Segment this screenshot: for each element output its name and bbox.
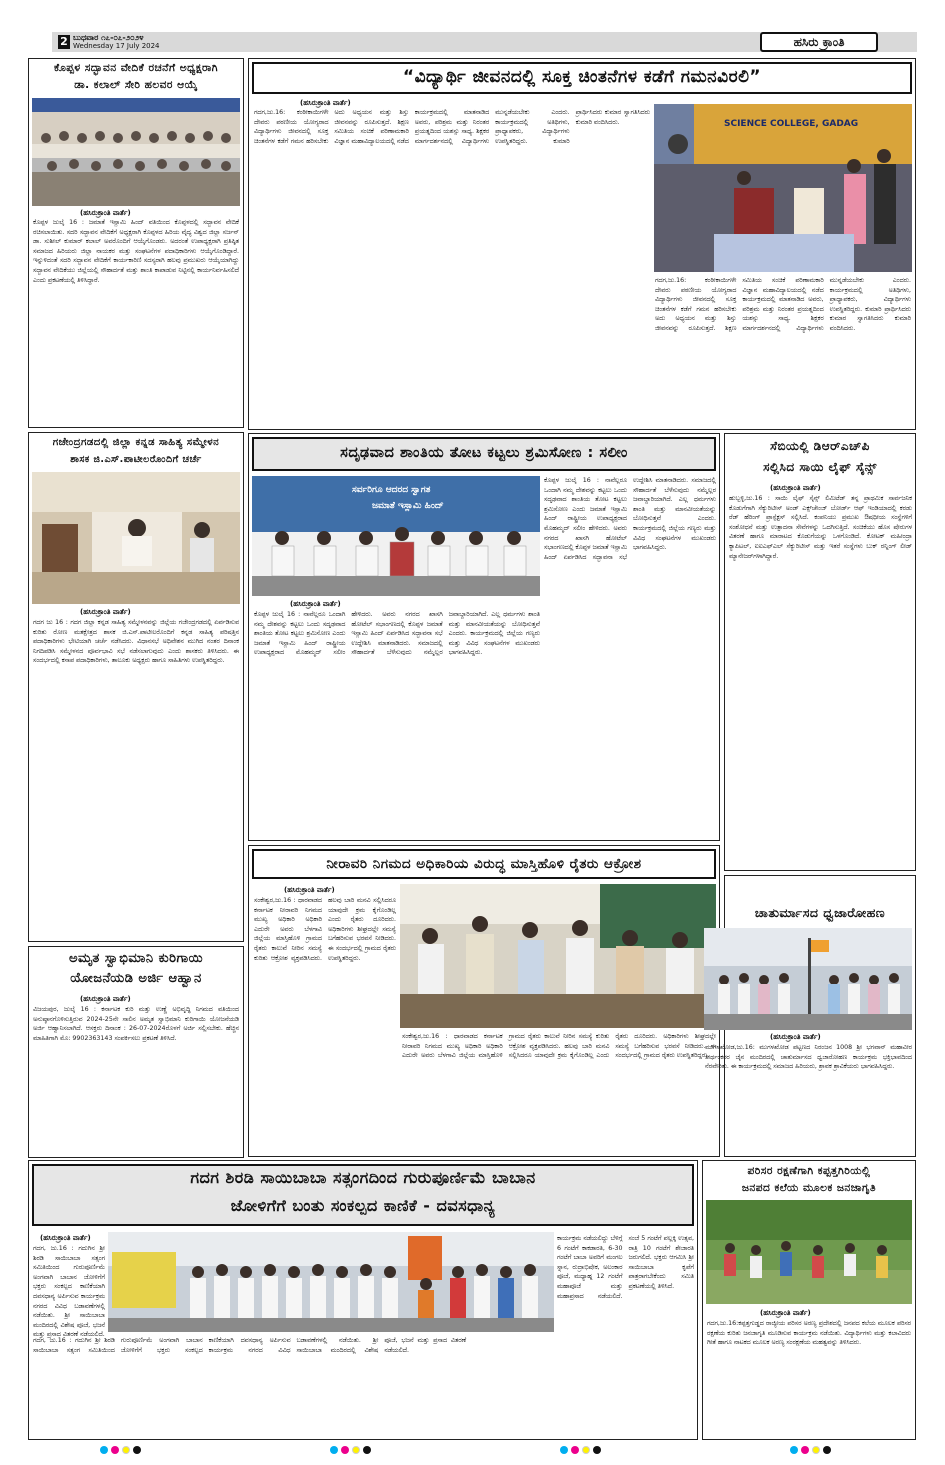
dlr-headline-2: ಸಲ್ಲಿಸಿದ ಸಾಯಿ ಲೈಫ್ ಸೈನ್ಸ್ [763, 460, 877, 474]
santhi-stage-photo [252, 476, 540, 596]
reg-black [133, 1446, 141, 1454]
koppal-credit: (ಹಸಿರುಕ್ರಾಂತಿ ವಾರ್ತೆ) [80, 209, 131, 217]
gajendragad-headline-1: ಗಜೇಂದ್ರಗಡದಲ್ಲಿ ಜಿಲ್ಲಾ ಕನ್ನಡ ಸಾಹಿತ್ಯ ಸಮ್ಮೇಳನ [52, 437, 220, 448]
santhi-body-continued: ಕೊಪ್ಪಳ ಜುಲೈ 16 : ನಾವೆಲ್ಲರೂ ಒಂದಾಗಿ ನಮ್ಮ ದೇಶವನ್ನು ಕಟ್ಟಲು ಒಂದು ಸದೃಢವಾದ ಶಾಂತಿಯ ತೋಟ ಕಟ್ಟಲು ಶ್ರಮಿಸೋಣ ಎಂದು ಜಮಾತೆ ಇಸ್ಲಾಮಿ ಹಿಂದ್ ರಾಷ್ಟ್ರೀಯ ಉಪಾಧ್ಯಕ್ಷರಾದ ಮೊಹಮ್ಮದ್ ಸಲೀಂ ಹೇಳಿದರು. ಅವರು ನಗರದ ಖಾಸಗಿ ಹೋಟೆಲ್ ಸಭಾಂಗಣದಲ್ಲಿ ಕೊಪ್ಪಳ ಜಮಾತೆ ಇಸ್ಲಾಮಿ ಹಿಂದ್ ಏರ್ಪಡಿಸಿದ ಸದ್ಭಾವನಾ ಸಭೆ ಉದ್ದೇಶಿಸಿ ಮಾತನಾಡಿದರು. ಸಮಾಜದಲ್ಲಿ ಸೌಹಾರ್ದತೆ ಬೆಳೆಸುವುದು ನಮ್ಮೆಲ್ಲರ ಜವಾಬ್ದಾರಿಯಾಗಿದೆ. ಎಲ್ಲ ಧರ್ಮಗಳು ಶಾಂತಿ ಮತ್ತು ಮಾನವೀಯತೆಯನ್ನು ಬೋಧಿಸುತ್ತವೆ ಎಂದರು. ಕಾರ್ಯಕ್ರಮದಲ್ಲಿ ಜಿಲ್ಲೆಯ ಗಣ್ಯರು ಮತ್ತು ವಿವಿಧ ಸಂಘಟನೆಗಳ ಮುಖಂಡರು ಭಾಗವಹಿಸಿದ್ದರು. [544, 477, 716, 561]
newspaper-name: ಹಸಿರು ಕ್ರಾಂತಿ [760, 32, 878, 52]
reg-cyan [100, 1446, 108, 1454]
registration-marks [330, 1446, 371, 1454]
page-number: 2 [58, 35, 70, 49]
shirdi-headline-2: ಜೋಳಿಗೆಗೆ ಬಂತು ಸಂಕಲ್ಪದ ಕಾಣಿಕೆ - ದವಸಧಾನ್ಯ [230, 1196, 496, 1215]
santhi-banner-text-1: ಸರ್ವರಿಗೂ ಆದರದ ಸ್ವಾಗತ [352, 485, 431, 495]
registration-marks [790, 1446, 831, 1454]
koppal-headline-1: ಕೊಪ್ಪಳ ಸದ್ಭಾವನ ವೇದಿಕೆ ರಚನೆಗೆ ಅಧ್ಯಕ್ಷರಾಗಿ [53, 62, 219, 74]
neeravari-body-continued: ಸಂಕೇಶ್ವರ,ಜು.16 : ಧಾರವಾಡದ ಕರ್ನಾಟಕ ನೀರಾವರಿ ನಿಗಮದ ಮುಖ್ಯ ಅಧಿಕಾರಿ ಅಧಿಕಾರಿ ಎದುರೇ ಅವರು ಬೆಳಗಾವಿ ಜಿಲ್ಲೆಯ ಮಾಸ್ತಿಹೊಳಿ ಗ್ರಾಮದ ರೈತರು ಕಾಲುವೆ ನೀರಿನ ಸಮಸ್ಯೆ ಕುರಿತು ಆಕ್ರೋಶ ವ್ಯಕ್ತಪಡಿಸಿದರು. ಹಲವು ಬಾರಿ ಮನವಿ ಸಲ್ಲಿಸಿದರೂ ಯಾವುದೇ ಕ್ರಮ ಕೈಗೊಂಡಿಲ್ಲ ಎಂದು ರೈತರು ದೂರಿದರು. ಅಧಿಕಾರಿಗಳು ಶೀಘ್ರದಲ್ಲೇ ಸಮಸ್ಯೆ ಬಗೆಹರಿಸುವ ಭರವಸೆ ನೀಡಿದರು. ಈ ಸಂದರ್ಭದಲ್ಲಿ ಗ್ರಾಮದ ರೈತರು ಉಪಸ್ಥಿತರಿದ್ದರು. [402, 1033, 716, 1060]
registration-marks [560, 1446, 601, 1454]
dlr-body: ಹುಬ್ಬಳ್ಳಿ,ಜು.16 : ಸಾಯಿ ಲೈಫ್ ಸೈನ್ಸ್ ಲಿಮಿಟೆಡ್ ತನ್ನ ಪ್ರಾಥಮಿಕ ಸಾರ್ವಜನಿಕ ಕೊಡುಗೆಗಾಗಿ ಸೆಕ್ಯುರಿಟೀಸ್ ಅಂಡ್ ಎಕ್ಸ್‌ಚೇಂಜ್ ಬೋರ್ಡ್ ಆಫ್ ಇಂಡಿಯಾದಲ್ಲಿ ಕರಡು ರೆಡ್ ಹೆರಿಂಗ್ ಪ್ರಾಸ್ಪೆಕ್ಟಸ್ ಸಲ್ಲಿಸಿದೆ. ಕಂಪನಿಯು ಪ್ರಮುಖ ಔಷಧೀಯ ಸಂಸ್ಥೆಗಳಿಗೆ ಸಂಶೋಧನೆ ಮತ್ತು ಉತ್ಪಾದನಾ ಸೇವೆಗಳನ್ನು ಒದಗಿಸುತ್ತಿದೆ. ಸಂಚಿಕೆಯು ಹೊಸ ಷೇರುಗಳ ವಿತರಣೆ ಹಾಗೂ ಮಾರಾಟದ ಕೊಡುಗೆಯನ್ನು ಒಳಗೊಂಡಿದೆ. ಕೋಟಕ್ ಮಹೀಂದ್ರಾ ಕ್ಯಾಪಿಟಲ್, ಐಐಎಫ್ಎಲ್ ಸೆಕ್ಯುರಿಟೀಸ್ ಮತ್ತು ಇತರೆ ಸಂಸ್ಥೆಗಳು ಬುಕ್ ರನ್ನಿಂಗ್ ಲೀಡ್ ಮ್ಯಾನೇಜರ್‌ಗಳಾಗಿದ್ದಾರೆ. [729, 495, 912, 560]
parisara-body: ಗದಗ,ಜು.16:ಕಪ್ಪತ್ತಗುಡ್ಡದ ರಾಜ್ಯೀಯ ಪರಿಸರ ಅರಣ್ಯ ಪ್ರದೇಶದಲ್ಲಿ ಜನಪದ ಕಲೆಯ ಮೂಲಕ ಪರಿಸರ ರಕ್ಷಣೆಯ ಕುರಿತು ಜನಜಾಗೃತಿ ಮೂಡಿಸುವ ಕಾರ್ಯಕ್ರಮ ನಡೆಯಿತು. ವಿದ್ಯಾರ್ಥಿಗಳು ಮತ್ತು ಕಲಾವಿದರು ಗೀತೆ ಹಾಗೂ ನಾಟಕದ ಮೂಲಕ ಅರಣ್ಯ ಸಂರಕ್ಷಣೆಯ ಮಹತ್ವವನ್ನು ತಿಳಿಸಿದರು. [707, 1320, 911, 1347]
reg-cyan [330, 1446, 338, 1454]
reg-black [363, 1446, 371, 1454]
reg-cyan [790, 1446, 798, 1454]
reg-yellow [812, 1446, 820, 1454]
koppal-body: ಕೊಪ್ಪಳ ಜುಲೈ 16 : ಜಮಾತೆ ಇಸ್ಲಾಮಿ ಹಿಂದ್ ವತಿಯಿಂದ ಕೊಪ್ಪಳದಲ್ಲಿ ಸದ್ಭಾವನ ವೇದಿಕೆ ರಚಿಸಲಾಯಿತು. ಸದರಿ ಸದ್ಭಾವನ ವೇದಿಕೆಗೆ ಅಧ್ಯಕ್ಷರಾಗಿ ಕೊಪ್ಪಳದ ಹಿರಿಯ ವೈದ್ಯ ವಿಶ್ವದ ಜಿಲ್ಲಾ ಸರ್ಜನ್ ಡಾ. ಸುಶೀಲ್ ಕುಮಾರ್ ಕಲಾಲ್ ಅವರೊಂದಿಗೆ ಆಯ್ಕೆಗೊಂಡರು. ಅದರಂತೆ ಉಪಾಧ್ಯಕ್ಷರಾಗಿ ಪ್ರತಿಷ್ಠಿತ ಸಮಾಜದ ಹಿರಿಯರು ಜಿಲ್ಲಾ ನಾಯಕರ ಮತ್ತು ಸಂಘಟನೆಗಳ ಪದಾಧಿಕಾರಿಗಳು ಆಯ್ಕೆಗೊಂಡಿದ್ದಾರೆ. ಇನ್ನುಳಿದಂತೆ ಸದರಿ ಸದ್ಭಾವನ ವೇದಿಕೆಗೆ ಕಾರ್ಯಕಾರಿಣಿ ಸದಸ್ಯರಾಗಿ ಹಲವು ಪ್ರಮುಖರು ಆಯ್ಕೆಯಾಗಿದ್ದು ಸದ್ಭಾವನ ವೇದಿಕೆಯು ಜಿಲ್ಲೆಯಲ್ಲಿ ಸೌಹಾರ್ದತೆ ಮತ್ತು ಶಾಂತಿ ಕಾಪಾಡುವ ನಿಟ್ಟಿನಲ್ಲಿ ಕಾರ್ಯನಿರ್ವಹಿಸಲಿದೆ ಎಂದು ಪ್ರಕಟಣೆಯಲ್ಲಿ ತಿಳಿಸಿದ್ದಾರೆ. [33, 219, 239, 284]
parisara-credit: (ಹಸಿರುಕ್ರಾಂತಿ ವಾರ್ತೆ) [760, 1309, 811, 1317]
santhi-headline: ಸದೃಢವಾದ ಶಾಂತಿಯ ತೋಟ ಕಟ್ಟಲು ಶ್ರಮಿಸೋಣ : ಸಲೀಂ [340, 445, 628, 461]
chaturmas-headline: ಚಾತುರ್ಮಾಸದ ಧ್ವಜಾರೋಹಣ [754, 905, 886, 920]
reg-black [593, 1446, 601, 1454]
vidyarthi-headline: “ವಿದ್ಯಾರ್ಥಿ ಜೀವನದಲ್ಲಿ ಸೂಕ್ತ ಚಿಂತನೆಗಳ ಕಡೆಗೆ ಗಮನವಿರಲಿ” [402, 67, 762, 87]
vidyarthi-body-continued: ಗದಗ,ಜು.16: ಕಂಠೀಕಾಯಿಗಳೇ ದೇವರು ಪಠಣೀಯ ಯೋಗ್ಯರಾದ ವಿದ್ಯಾರ್ಥಿಗಳು ಜೀವನದಲ್ಲಿ ಸೂಕ್ತ ಚಿಂತನೆಗಳ ಕಡೆಗೆ ಗಮನ ಹರಿಸಬೇಕು ಅದು ಅಧ್ಯಯನ ಮತ್ತು ಶಿಸ್ತು ಜೀವನವನ್ನು ರೂಪಿಸುತ್ತದೆ. ಶಿಕ್ಷಣ ಸಮಿತಿಯ ಸಂಚಿಕೆ ಪರಿಣಾಮಕಾರಿ ವಿಜ್ಞಾನ ಮಹಾವಿದ್ಯಾಲಯದಲ್ಲಿ ನಡೆದ ಕಾರ್ಯಕ್ರಮದಲ್ಲಿ ಮಾತನಾಡಿದ ಅವರು, ಪರಿಶ್ರಮ ಮತ್ತು ನಿರಂತರ ಪ್ರಯತ್ನದಿಂದ ಯಶಸ್ಸು ಸಾಧ್ಯ. ಶಿಕ್ಷಕರ ಮಾರ್ಗದರ್ಶನದಲ್ಲಿ ವಿದ್ಯಾರ್ಥಿಗಳು ಮುನ್ನಡೆಯಬೇಕು ಎಂದರು. ಕಾರ್ಯಕ್ರಮದಲ್ಲಿ ಅತಿಥಿಗಳು, ಪ್ರಾಧ್ಯಾಪಕರು, ವಿದ್ಯಾರ್ಥಿಗಳು ಉಪಸ್ಥಿತರಿದ್ದರು. ಕುಮಾರಿ ಪ್ರಾರ್ಥಿಸಿದರು ಕುಮಾರ ಸ್ವಾಗತಿಸಿದರು ಕುಮಾರಿ ವಂದಿಸಿದರು. [655, 277, 911, 332]
chaturmas-credit: (ಹಸಿರುಕ್ರಾಂತಿ ವಾರ್ತೆ) [770, 1033, 821, 1041]
vidyarthi-stage-photo [654, 104, 912, 272]
reg-magenta [571, 1446, 579, 1454]
vidyarthi-credit: (ಹಸಿರುಕ್ರಾಂತಿ ವಾರ್ತೆ) [300, 99, 351, 107]
date-english: Wednesday 17 July 2024 [73, 42, 160, 50]
neeravari-farmers-photo [400, 884, 716, 1028]
dlr-credit: (ಹಸಿರುಕ್ರಾಂತಿ ವಾರ್ತೆ) [770, 484, 821, 492]
chaturmas-flag-photo [704, 928, 912, 1030]
santhi-credit: (ಹಸಿರುಕ್ರಾಂತಿ ವಾರ್ತೆ) [290, 600, 341, 608]
parisara-headline-2: ಜನಪದ ಕಲೆಯ ಮೂಲಕ ಜನಜಾಗೃತಿ [741, 1182, 877, 1194]
dlr-headline-1: ಸೆಬಿಯಲ್ಲಿ ಡಿಆರ್‌ಎಚ್‌ಪಿ [770, 439, 870, 453]
neeravari-headline: ನೀರಾವರಿ ನಿಗಮದ ಅಧಿಕಾರಿಯ ವಿರುದ್ಧ ಮಾಸ್ತಿಹೊಳಿ ರೈತರು ಆಕ್ರೋಶ [326, 856, 642, 872]
neeravari-credit: (ಹಸಿರುಕ್ರಾಂತಿ ವಾರ್ತೆ) [284, 886, 335, 894]
amrutha-headline-1: ಅಮೃತ ಸ್ವಾಭಿಮಾನಿ ಕುರಿಗಾಯಿ [68, 951, 204, 966]
shirdi-headline-1: ಗದಗ ಶಿರಡಿ ಸಾಯಿಬಾಬಾ ಸತ್ಸಂಗದಿಂದ ಗುರುಪೂರ್ಣಿಮೆ ಬಾಬಾನ [190, 1168, 536, 1187]
registration-marks [100, 1446, 141, 1454]
parisara-headline-1: ಪರಿಸರ ರಕ್ಷಣೆಗಾಗಿ ಕಪ್ಪತ್ತಗಿರಿಯಲ್ಲಿ [747, 1165, 871, 1177]
reg-black [823, 1446, 831, 1454]
date-kannada: ಬುಧವಾರ ೧೭-೦೭-೨೦೨೪ [73, 33, 144, 42]
reg-yellow [122, 1446, 130, 1454]
vidyarthi-body: ಗದಗ,ಜು.16: ಕಂಠೀಕಾಯಿಗಳೇ ದೇವರು ಪಠಣೀಯ ಯೋಗ್ಯರಾದ ವಿದ್ಯಾರ್ಥಿಗಳು ಜೀವನದಲ್ಲಿ ಸೂಕ್ತ ಚಿಂತನೆಗಳ ಕಡೆಗೆ ಗಮನ ಹರಿಸಬೇಕು ಅದು ಅಧ್ಯಯನ ಮತ್ತು ಶಿಸ್ತು ಜೀವನವನ್ನು ರೂಪಿಸುತ್ತದೆ. ಶಿಕ್ಷಣ ಸಮಿತಿಯ ಸಂಚಿಕೆ ಪರಿಣಾಮಕಾರಿ ವಿಜ್ಞಾನ ಮಹಾವಿದ್ಯಾಲಯದಲ್ಲಿ ನಡೆದ ಕಾರ್ಯಕ್ರಮದಲ್ಲಿ ಮಾತನಾಡಿದ ಅವರು, ಪರಿಶ್ರಮ ಮತ್ತು ನಿರಂತರ ಪ್ರಯತ್ನದಿಂದ ಯಶಸ್ಸು ಸಾಧ್ಯ. ಶಿಕ್ಷಕರ ಮಾರ್ಗದರ್ಶನದಲ್ಲಿ ವಿದ್ಯಾರ್ಥಿಗಳು ಮುನ್ನಡೆಯಬೇಕು ಎಂದರು. ಕಾರ್ಯಕ್ರಮದಲ್ಲಿ ಅತಿಥಿಗಳು, ಪ್ರಾಧ್ಯಾಪಕರು, ವಿದ್ಯಾರ್ಥಿಗಳು ಉಪಸ್ಥಿತರಿದ್ದರು. ಕುಮಾರಿ ಪ್ರಾರ್ಥಿಸಿದರು ಕುಮಾರ ಸ್ವಾಗತಿಸಿದರು ಕುಮಾರಿ ವಂದಿಸಿದರು. [254, 109, 650, 145]
amrutha-credit: (ಹಸಿರುಕ್ರಾಂತಿ ವಾರ್ತೆ) [80, 995, 131, 1003]
reg-magenta [341, 1446, 349, 1454]
chaturmas-body: ಮುಗಳಖೋಡ,ಜು.16: ಮುಗಳಖೋಡ ಪಟ್ಟಣದ ನಿರಂಜನ 1008 ಶ್ರೀ ಭಗವಾನ್ ಮಹಾವೀರ ತೀರ್ಥಂಕರರ ಜೈನ ಮಂದಿರದಲ್ಲಿ ಚಾತುರ್ಮಾಸದ ಧ್ವಜಾರೋಹಣ ಕಾರ್ಯಕ್ರಮ ಭಕ್ತಿಭಾವದಿಂದ ನೆರವೇರಿತು. ಈ ಕಾರ್ಯಕ್ರಮದಲ್ಲಿ ಸಮಾಜದ ಹಿರಿಯರು, ಶ್ರಾವಕ ಶ್ರಾವಿಕೆಯರು ಭಾಗವಹಿಸಿದ್ದರು. [705, 1044, 912, 1071]
reg-cyan [560, 1446, 568, 1454]
reg-yellow [352, 1446, 360, 1454]
gajendragad-meeting-photo [32, 472, 240, 604]
vidyarthi-banner-text: SCIENCE COLLEGE, GADAG [724, 119, 859, 129]
shirdi-group-photo [108, 1232, 554, 1332]
reg-magenta [111, 1446, 119, 1454]
parisara-forest-photo [706, 1200, 912, 1304]
santhi-banner-text-2: ಜಮಾತೆ ಇಸ್ಲಾಮಿ ಹಿಂದ್ [372, 501, 444, 511]
gajendragad-credit: (ಹಸಿರುಕ್ರಾಂತಿ ವಾರ್ತೆ) [80, 608, 131, 616]
neeravari-body: ಸಂಕೇಶ್ವರ,ಜು.16 : ಧಾರವಾಡದ ಕರ್ನಾಟಕ ನೀರಾವರಿ ನಿಗಮದ ಮುಖ್ಯ ಅಧಿಕಾರಿ ಅಧಿಕಾರಿ ಎದುರೇ ಅವರು ಬೆಳಗಾವಿ ಜಿಲ್ಲೆಯ ಮಾಸ್ತಿಹೊಳಿ ಗ್ರಾಮದ ರೈತರು ಕಾಲುವೆ ನೀರಿನ ಸಮಸ್ಯೆ ಕುರಿತು ಆಕ್ರೋಶ ವ್ಯಕ್ತಪಡಿಸಿದರು. ಹಲವು ಬಾರಿ ಮನವಿ ಸಲ್ಲಿಸಿದರೂ ಯಾವುದೇ ಕ್ರಮ ಕೈಗೊಂಡಿಲ್ಲ ಎಂದು ರೈತರು ದೂರಿದರು. ಅಧಿಕಾರಿಗಳು ಶೀಘ್ರದಲ್ಲೇ ಸಮಸ್ಯೆ ಬಗೆಹರಿಸುವ ಭರವಸೆ ನೀಡಿದರು. ಈ ಸಂದರ್ಭದಲ್ಲಿ ಗ್ರಾಮದ ರೈತರು ಉಪಸ್ಥಿತರಿದ್ದರು. [254, 897, 396, 962]
shirdi-body-right: ಕಾರ್ಯಕ್ರಮ ನಡೆಯಲಿದ್ದು ಬೆಳಿಗ್ಗೆ 6 ಗಂಟೆಗೆ ಕಾಕಡಾರತಿ, 6-30 ಗಂಟೆಗೆ ಬಾಬಾ ಅವರಿಗೆ ಮಂಗಲ ಸ್ನಾನ, ರುದ್ರಾಭಿಷೇಕ, ಅಲಂಕಾರ ಪೂಜೆ, ಮಧ್ಯಾಹ್ನ 12 ಗಂಟೆಗೆ ಮಹಾಪೂಜೆ ಮತ್ತು ಮಹಾಪ್ರಸಾದ ನಡೆಯಲಿದೆ. ಸಂಜೆ 5 ಗಂಟೆಗೆ ಪಲ್ಲಕ್ಕಿ ಉತ್ಸವ, ರಾತ್ರಿ 10 ಗಂಟೆಗೆ ಶೇಜಾರತಿ ಜರುಗಲಿದೆ. ಭಕ್ತರು ಆಗಮಿಸಿ ಶ್ರೀ ಸಾಯಿಬಾಬಾ ಕೃಪೆಗೆ ಪಾತ್ರರಾಗಬೇಕೆಂದು ಸಮಿತಿ ಪ್ರಕಟಣೆಯಲ್ಲಿ ತಿಳಿಸಿದೆ. [557, 1235, 694, 1300]
amrutha-headline-2: ಯೋಜನೆಯಡಿ ಅರ್ಜಿ ಆಹ್ವಾನ [70, 971, 202, 986]
shirdi-credit: (ಹಸಿರುಕ್ರಾಂತಿ ವಾರ್ತೆ) [40, 1234, 91, 1242]
gajendragad-body: ಗದಗ ಜು 16 : ಗದಗ ಜಿಲ್ಲಾ ಕನ್ನಡ ಸಾಹಿತ್ಯ ಸಮ್ಮೇಳನವನ್ನು ಜಿಲ್ಲೆಯ ಗಜೇಂದ್ರಗಡದಲ್ಲಿ ಏರ್ಪಡಿಸುವ ಕುರಿತು ರೋಣ ಮತಕ್ಷೇತ್ರದ ಶಾಸಕ ಜಿ.ಎಸ್.ಪಾಟೀಲರೊಂದಿಗೆ ಕನ್ನಡ ಸಾಹಿತ್ಯ ಪರಿಷತ್ತಿನ ಪದಾಧಿಕಾರಿಗಳು ಭೇಟಿಯಾಗಿ ಚರ್ಚೆ ನಡೆಸಿದರು. ವಿಧಾನಸಭೆ ಅಧಿವೇಶನ ಮುಗಿದ ನಂತರ ದಿನಾಂಕ ನಿಗದಿಪಡಿಸಿ ಸಮ್ಮೇಳನದ ಪೂರ್ವಭಾವಿ ಸಭೆ ನಡೆಸಲಾಗುವುದು ಎಂದು ಶಾಸಕರು ತಿಳಿಸಿದರು. ಈ ಸಂದರ್ಭದಲ್ಲಿ ಕಸಾಪ ಪದಾಧಿಕಾರಿಗಳು, ತಾಲೂಕು ಅಧ್ಯಕ್ಷರು ಹಾಗೂ ಸಾಹಿತಿಗಳು ಉಪಸ್ಥಿತರಿದ್ದರು. [33, 619, 239, 665]
gajendragad-headline-2: ಶಾಸಕ ಜಿ.ಎಸ್.ಪಾಟೀಲರೊಂದಿಗೆ ಚರ್ಚೆ [70, 454, 202, 465]
amrutha-body: ವಿಜಯಪುರ, ಜುಲೈ 16 : ಕರ್ನಾಟಕ ಕುರಿ ಮತ್ತು ಉಣ್ಣೆ ಅಭಿವೃದ್ಧಿ ನಿಗಮದ ವತಿಯಿಂದ ಅನುಷ್ಠಾನಗೊಳಿಸುತ್ತಿರುವ 2024-25ನೇ ಸಾಲಿನ ಅಮೃತ ಸ್ವಾಭಿಮಾನಿ ಕುರಿಗಾಯಿ ಯೋಜನೆಯಡಿ ಅರ್ಜಿ ಆಹ್ವಾನಿಸಲಾಗಿದೆ. ಆಸಕ್ತರು ದಿನಾಂಕ : 26-07-2024ರೊಳಗೆ ಅರ್ಜಿ ಸಲ್ಲಿಸಬೇಕು. ಹೆಚ್ಚಿನ ಮಾಹಿತಿಗಾಗಿ ಮೊ: 9902363143 ಸಂಪರ್ಕಿಸಲು ಪ್ರಕಟಣೆ ತಿಳಿಸಿದೆ. [33, 1006, 239, 1042]
reg-yellow [582, 1446, 590, 1454]
shirdi-body-continued: ಗದಗ, ಜು.16 : ಗದುಗಿನ ಶ್ರೀ ಶಿರಡಿ ಸಾಯಿಬಾಬಾ ಸತ್ಸಂಗ ಸಮಿತಿಯಿಂದ ಗುರುಪೂರ್ಣಿಮೆ ಅಂಗವಾಗಿ ಬಾಬಾನ ಜೋಳಿಗೆಗೆ ಭಕ್ತರು ಸಂಕಲ್ಪದ ಕಾಣಿಕೆಯಾಗಿ ದವಸಧಾನ್ಯ ಅರ್ಪಿಸುವ ಕಾರ್ಯಕ್ರಮ ನಗರದ ವಿವಿಧ ಬಡಾವಣೆಗಳಲ್ಲಿ ನಡೆಯಿತು. ಶ್ರೀ ಸಾಯಿಬಾಬಾ ಮಂದಿರದಲ್ಲಿ ವಿಶೇಷ ಪೂಜೆ, ಭಜನೆ ಮತ್ತು ಪ್ರಸಾದ ವಿತರಣೆ ನಡೆಯಲಿದೆ. [33, 1337, 467, 1354]
reg-magenta [801, 1446, 809, 1454]
koppal-headline-2: ಡಾ. ಕಲಾಲ್ ಸೇರಿ ಹಲವರ ಆಯ್ಕೆ [74, 79, 198, 91]
koppal-group-photo [32, 98, 240, 206]
santhi-body: ಕೊಪ್ಪಳ ಜುಲೈ 16 : ನಾವೆಲ್ಲರೂ ಒಂದಾಗಿ ನಮ್ಮ ದೇಶವನ್ನು ಕಟ್ಟಲು ಒಂದು ಸದೃಢವಾದ ಶಾಂತಿಯ ತೋಟ ಕಟ್ಟಲು ಶ್ರಮಿಸೋಣ ಎಂದು ಜಮಾತೆ ಇಸ್ಲಾಮಿ ಹಿಂದ್ ರಾಷ್ಟ್ರೀಯ ಉಪಾಧ್ಯಕ್ಷರಾದ ಮೊಹಮ್ಮದ್ ಸಲೀಂ ಹೇಳಿದರು. ಅವರು ನಗರದ ಖಾಸಗಿ ಹೋಟೆಲ್ ಸಭಾಂಗಣದಲ್ಲಿ ಕೊಪ್ಪಳ ಜಮಾತೆ ಇಸ್ಲಾಮಿ ಹಿಂದ್ ಏರ್ಪಡಿಸಿದ ಸದ್ಭಾವನಾ ಸಭೆ ಉದ್ದೇಶಿಸಿ ಮಾತನಾಡಿದರು. ಸಮಾಜದಲ್ಲಿ ಸೌಹಾರ್ದತೆ ಬೆಳೆಸುವುದು ನಮ್ಮೆಲ್ಲರ ಜವಾಬ್ದಾರಿಯಾಗಿದೆ. ಎಲ್ಲ ಧರ್ಮಗಳು ಶಾಂತಿ ಮತ್ತು ಮಾನವೀಯತೆಯನ್ನು ಬೋಧಿಸುತ್ತವೆ ಎಂದರು. ಕಾರ್ಯಕ್ರಮದಲ್ಲಿ ಜಿಲ್ಲೆಯ ಗಣ್ಯರು ಮತ್ತು ವಿವಿಧ ಸಂಘಟನೆಗಳ ಮುಖಂಡರು ಭಾಗವಹಿಸಿದ್ದರು. [254, 611, 540, 657]
shirdi-body-left: ಗದಗ, ಜು.16 : ಗದುಗಿನ ಶ್ರೀ ಶಿರಡಿ ಸಾಯಿಬಾಬಾ ಸತ್ಸಂಗ ಸಮಿತಿಯಿಂದ ಗುರುಪೂರ್ಣಿಮೆ ಅಂಗವಾಗಿ ಬಾಬಾನ ಜೋಳಿಗೆಗೆ ಭಕ್ತರು ಸಂಕಲ್ಪದ ಕಾಣಿಕೆಯಾಗಿ ದವಸಧಾನ್ಯ ಅರ್ಪಿಸುವ ಕಾರ್ಯಕ್ರಮ ನಗರದ ವಿವಿಧ ಬಡಾವಣೆಗಳಲ್ಲಿ ನಡೆಯಿತು. ಶ್ರೀ ಸಾಯಿಬಾಬಾ ಮಂದಿರದಲ್ಲಿ ವಿಶೇಷ ಪೂಜೆ, ಭಜನೆ ಮತ್ತು ಪ್ರಸಾದ ವಿತರಣೆ ನಡೆಯಲಿದೆ. [33, 1245, 105, 1339]
